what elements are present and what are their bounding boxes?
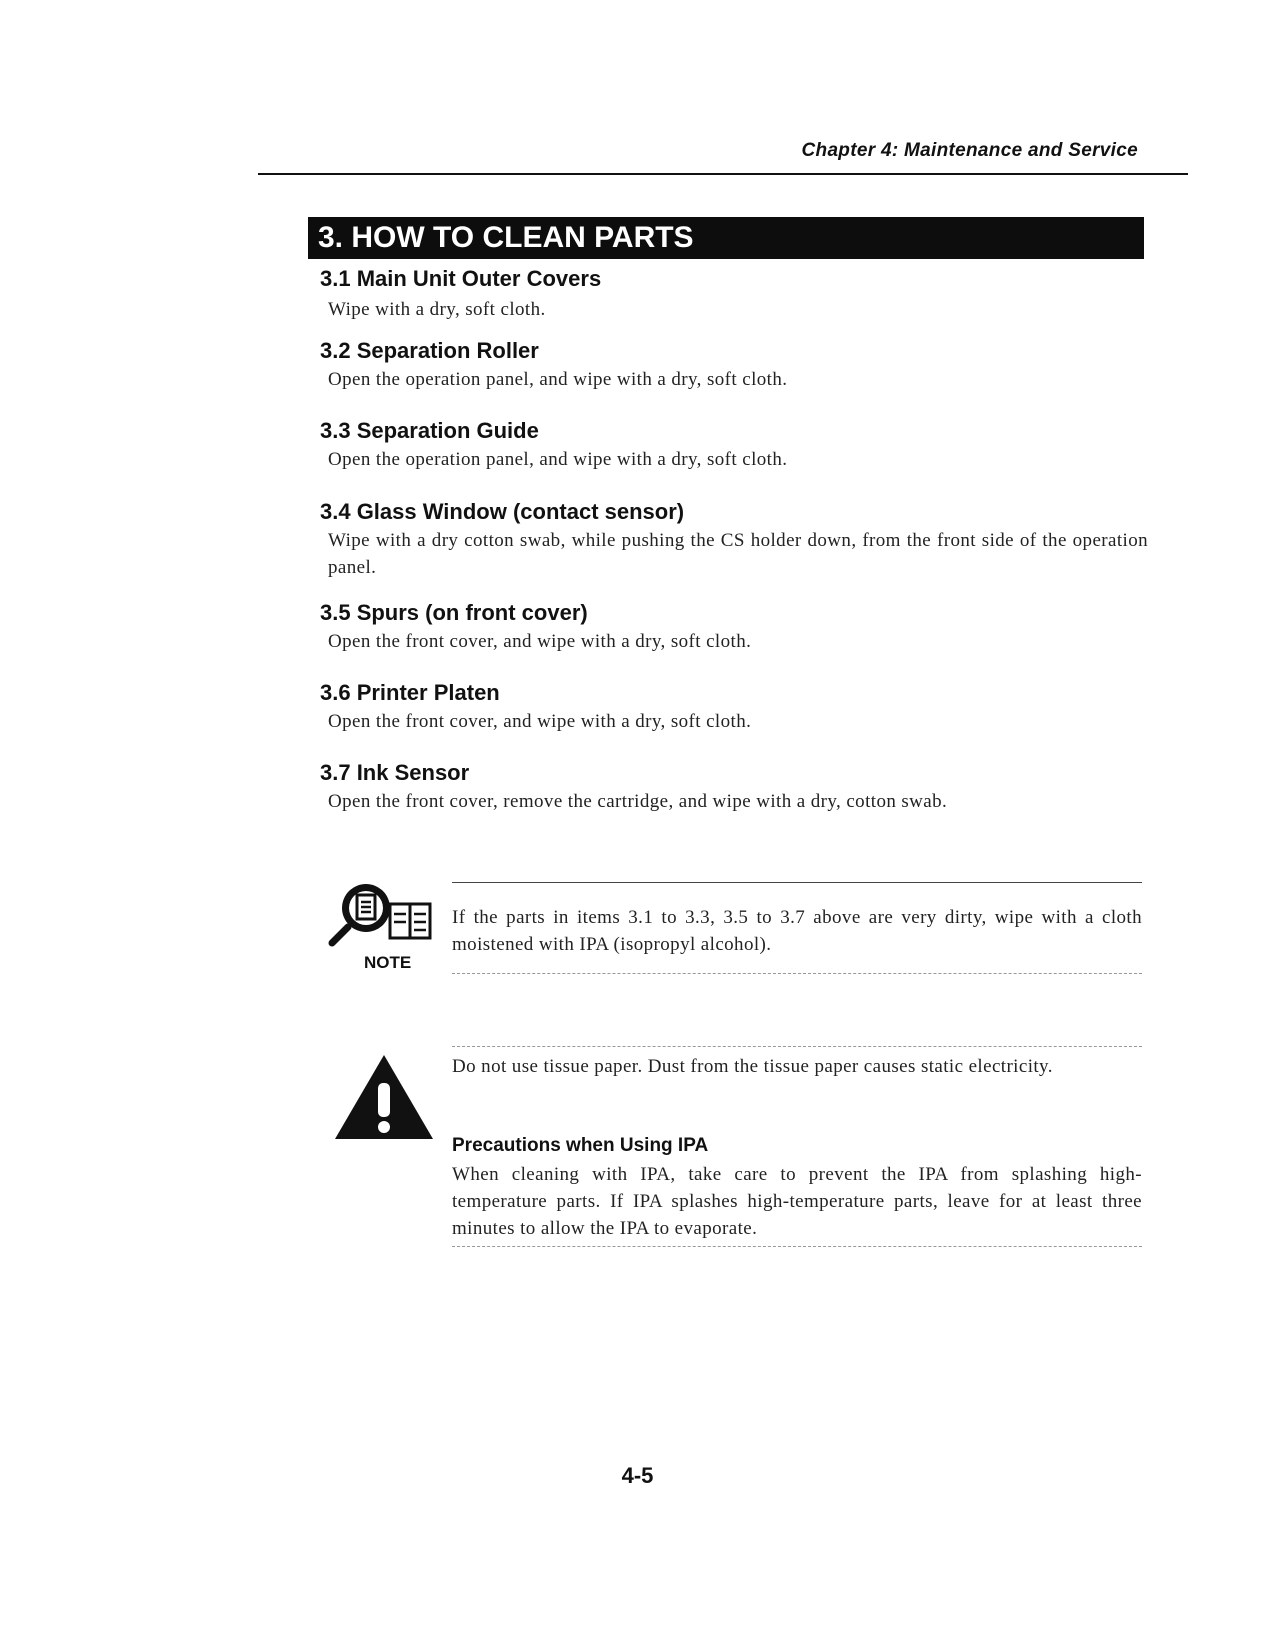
note-magnifier-book-icon bbox=[328, 878, 436, 950]
note-text: If the parts in items 3.1 to 3.3, 3.5 to 3.7 above are very dirty, wipe with a cloth moistened with IPA (isopropyl alcohol). bbox=[452, 907, 1142, 955]
item-3-7-title: 3.7 Ink Sensor bbox=[320, 760, 470, 785]
page-number: 4-5 bbox=[621, 1463, 654, 1488]
item-3-1-text: Wipe with a dry, soft cloth. bbox=[328, 299, 546, 320]
item-3-2-title: 3.2 Separation Roller bbox=[320, 338, 539, 363]
item-3-4-title: 3.4 Glass Window (contact sensor) bbox=[320, 499, 685, 524]
precaution-title: Precautions when Using IPA bbox=[452, 1135, 709, 1156]
item-3-3-title: 3.3 Separation Guide bbox=[320, 418, 539, 443]
section-title-banner: 3. HOW TO CLEAN PARTS bbox=[308, 217, 1144, 259]
item-3-6-text: Open the front cover, and wipe with a dry, soft cloth. bbox=[328, 711, 752, 732]
item-3-7-text: Open the front cover, remove the cartridge, and wipe with a dry, cotton swab. bbox=[328, 791, 948, 812]
warning-top-rule bbox=[452, 1046, 1142, 1048]
warning-text: Do not use tissue paper. Dust from the tissue paper causes static electricity. bbox=[452, 1056, 1053, 1077]
chapter-header: Chapter 4: Maintenance and Service bbox=[801, 140, 1138, 161]
note-label: NOTE bbox=[364, 953, 412, 972]
item-3-1-title: 3.1 Main Unit Outer Covers bbox=[320, 266, 602, 291]
warning-bottom-rule bbox=[452, 1246, 1142, 1248]
note-top-rule bbox=[452, 882, 1142, 883]
item-3-5-text: Open the front cover, and wipe with a dry, soft cloth. bbox=[328, 631, 752, 652]
item-3-5-title: 3.5 Spurs (on front cover) bbox=[320, 600, 588, 625]
note-bottom-rule bbox=[452, 973, 1142, 975]
header-rule bbox=[258, 173, 1188, 175]
item-3-6-title: 3.6 Printer Platen bbox=[320, 680, 500, 705]
item-3-4-text: Wipe with a dry cotton swab, while pushing the CS holder down, from the front side of the operation panel. bbox=[328, 530, 1148, 578]
precaution-text: When cleaning with IPA, take care to prevent the IPA from splashing high-temperature parts. If IPA splashes high-temperature parts, leave for at least three minutes to allow the IPA to evaporate. bbox=[452, 1164, 1142, 1239]
warning-triangle-icon bbox=[333, 1053, 435, 1143]
item-3-2-text: Open the operation panel, and wipe with a dry, soft cloth. bbox=[328, 369, 788, 390]
item-3-3-text: Open the operation panel, and wipe with a dry, soft cloth. bbox=[328, 449, 788, 470]
